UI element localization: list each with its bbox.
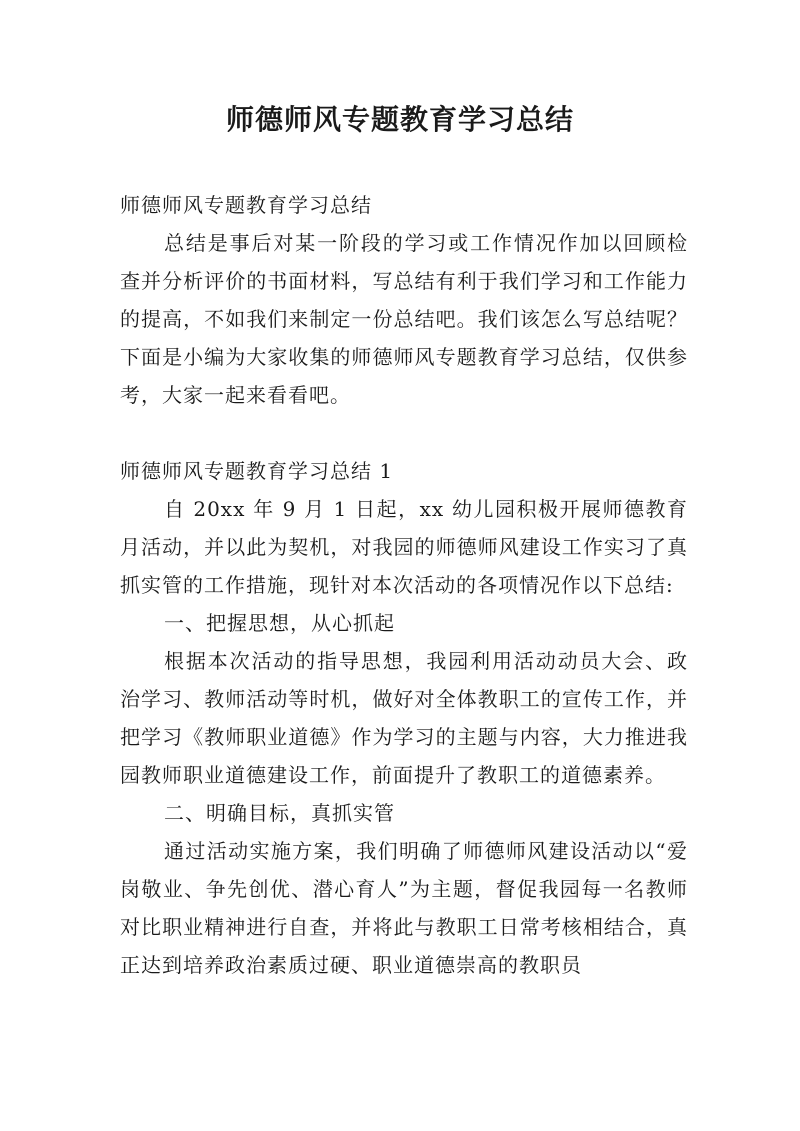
paragraph: 自 20xx 年 9 月 1 日起，xx 幼儿园积极开展师德教育月活动，并以此为契机，对我园的师德师风建设工作实习了真抓实管的工作措施，现针对本次活动的各项情况作以下总结: bbox=[120, 497, 688, 597]
paragraph: 根据本次活动的指导思想，我园利用活动动员大会、政治学习、教师活动等时机，做好对全体教职工的宣传工作，并把学习《教师职业道德》作为学习的主题与内容，大力推进我园教师职业道德建设工作，前面提升了教职工的道德素养。 bbox=[120, 649, 688, 787]
paragraph: 二、明确目标，真抓实管 bbox=[164, 801, 395, 825]
section-heading: 师德师风专题教育学习总结 1 bbox=[120, 459, 394, 483]
paragraph: 一、把握思想，从心抓起 bbox=[164, 611, 395, 635]
section-heading: 师德师风专题教育学习总结 bbox=[120, 193, 372, 217]
document-title: 师德师风专题教育学习总结 bbox=[225, 103, 574, 136]
document-body bbox=[120, 186, 688, 984]
paragraph: 通过活动实施方案，我们明确了师德师风建设活动以“爱岗敬业、争先创优、潜心育人”为主题，督促我园每一名教师对比职业精神进行自查，并将此与教职工日常考核相结合，真正达到培养政治素质过硬、职业道德崇高的教职员 bbox=[120, 839, 688, 977]
paragraph: 总结是事后对某一阶段的学习或工作情况作加以回顾检查并分析评价的书面材料，写总结有利于我们学习和工作能力的提高，不如我们来制定一份总结吧。我们该怎么写总结呢？下面是小编为大家收集的师德师风专题教育学习总结，仅供参考，大家一起来看看吧。 bbox=[120, 231, 688, 407]
